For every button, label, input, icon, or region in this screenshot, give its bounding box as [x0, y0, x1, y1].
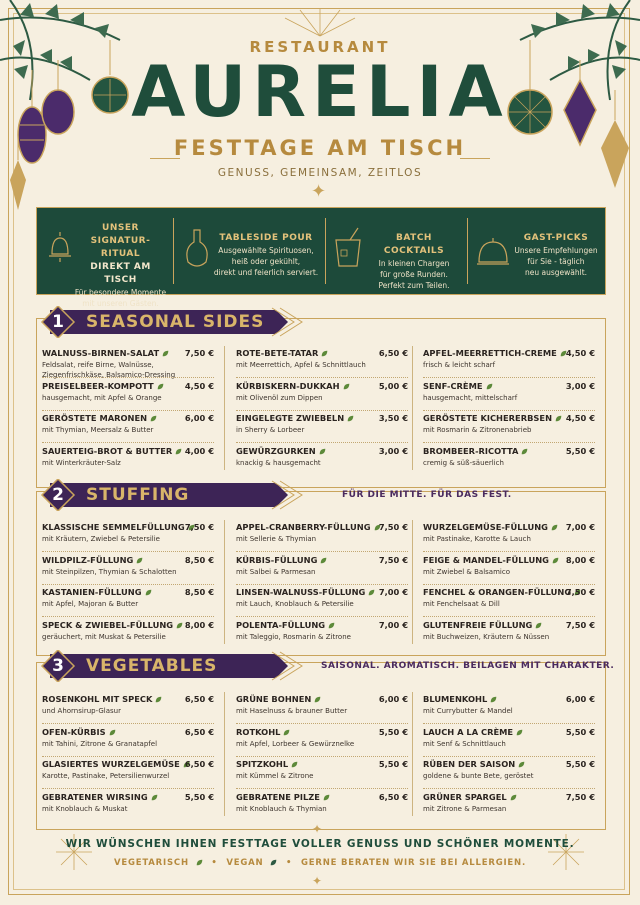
menu-item-row — [236, 620, 408, 632]
menu-item-price: 7,00 € — [565, 522, 595, 532]
menu-item — [236, 620, 408, 650]
leaf-icon — [176, 622, 183, 629]
menu-item-row — [42, 522, 214, 534]
menu-item-row — [236, 555, 408, 567]
menu-item-separator — [236, 410, 408, 411]
column-divider — [224, 520, 225, 644]
menu-item-description: Karotte, Pastinake, Petersilienwurzel — [42, 772, 170, 780]
menu-item — [423, 446, 595, 476]
menu-item-price: 3,00 € — [565, 380, 595, 391]
leaf-icon — [535, 622, 542, 629]
menu-item — [236, 381, 408, 411]
menu-item-name: BLUMENKOHL — [423, 694, 497, 704]
menu-item-name: WILDPILZ-FÜLLUNG — [42, 555, 143, 565]
menu-item-separator — [42, 410, 214, 411]
menu-item-name: LINSEN-WALNUSS-FÜLLUNG — [236, 587, 375, 597]
decanter-icon — [182, 228, 212, 272]
menu-item-row — [42, 727, 214, 739]
menu-item-name: RÜBEN DER SAISON — [423, 759, 525, 769]
menu-item-description: mit Knoblauch & Muskat — [42, 804, 128, 813]
menu-item-price: 7,50 € — [184, 348, 214, 358]
menu-item — [42, 348, 214, 378]
footer-message: WIR WÜNSCHEN IHNEN FESTTAGE VOLLER GENUSS UND SCHÖNER MOMENTE. — [65, 838, 575, 850]
menu-item-row — [423, 792, 595, 804]
menu-item-name: KÜRBISKERN-DUKKAH — [236, 381, 350, 391]
menu-item — [42, 727, 214, 757]
menu-item-separator — [236, 616, 408, 617]
section-title: STUFFING — [86, 485, 190, 505]
menu-item-separator — [42, 756, 214, 757]
menu-item-name: GERÖSTETE KICHERERBSEN — [423, 413, 562, 423]
menu-item-price: 6,00 € — [378, 694, 408, 704]
menu-item-description: mit Buchweizen, Kräutern & Nüssen — [423, 632, 550, 641]
leaf-icon — [145, 589, 152, 596]
menu-item-name: GERÖSTETE MARONEN — [42, 413, 157, 423]
menu-item-description: goldene & bunte Bete, geröstet — [423, 772, 534, 780]
menu-item-description-2: Ziegenfrischkäse, Balsamico-Dressing — [42, 371, 176, 379]
menu-item-name: GRÜNE BOHNEN — [236, 694, 321, 704]
menu-item-separator — [42, 551, 214, 552]
menu-item-description: geräuchert, mit Muskat & Petersilie — [42, 632, 166, 641]
leaf-icon — [157, 383, 164, 390]
menu-item — [236, 348, 408, 378]
menu-item-name: FENCHEL & ORANGEN-FÜLLUNG — [423, 587, 581, 597]
menu-item-row — [236, 381, 408, 393]
menu-item-description: mit Haselnuss & brauner Butter — [236, 707, 348, 715]
leaf-icon — [368, 589, 375, 596]
feature-title-2: DIREKT AM TISCH — [90, 262, 151, 285]
menu-item-row — [42, 348, 214, 360]
menu-item-price: 5,50 € — [184, 791, 214, 802]
menu-item-name: GEBRATENER WIRSING — [42, 792, 158, 802]
menu-item-price: 5,50 € — [378, 726, 408, 737]
leaf-icon — [490, 696, 497, 703]
menu-item-row — [423, 727, 595, 739]
sunburst-icon — [270, 8, 370, 38]
feature-text-3: direkt und feierlich serviert. — [213, 268, 319, 277]
menu-item — [423, 555, 595, 585]
menu-item-row — [236, 694, 408, 706]
menu-item-separator — [42, 616, 214, 617]
menu-item-row — [423, 446, 595, 458]
menu-item-description: mit Meerrettich, Apfel & Schnittlauch — [236, 361, 366, 369]
menu-item-price: 6,50 € — [184, 759, 214, 769]
column-divider — [412, 346, 413, 470]
menu-item-name: GLASIERTES WURZELGEMÜSE — [42, 759, 190, 769]
menu-item — [236, 792, 408, 822]
menu-item-separator — [423, 410, 595, 411]
menu-item-row — [423, 620, 595, 632]
menu-item-description: hausgemacht, mit Apfel & Orange — [42, 393, 162, 402]
leaf-icon — [109, 729, 116, 736]
menu-item-separator — [236, 788, 408, 789]
menu-item-separator — [42, 723, 214, 724]
menu-item-description: mit Olivenöl zum Dippen — [236, 393, 323, 402]
menu-item-description: mit Sellerie & Thymian — [236, 535, 317, 543]
menu-item-name: PREISELBEER-KOMPOTT — [42, 381, 164, 391]
menu-item — [42, 446, 214, 476]
menu-item-name: GRÜNER SPARGEL — [423, 792, 517, 802]
menu-item-description: mit Rosmarin & Zitronenabrieb — [423, 426, 532, 434]
menu-item-name: BROMBEER-RICOTTA — [423, 446, 528, 456]
menu-item — [236, 727, 408, 757]
column-divider — [412, 692, 413, 816]
menu-item-price: 6,50 € — [378, 791, 408, 802]
menu-item-separator — [42, 788, 214, 789]
menu-item-name: GLUTENFREIE FÜLLUNG — [423, 620, 542, 630]
menu-item-price: 7,50 € — [378, 522, 408, 532]
menu-item-row — [423, 587, 595, 599]
legend-vegetarian: VEGETARISCH — [114, 858, 189, 868]
menu-item-price: 6,50 € — [184, 694, 214, 704]
leaf-icon — [162, 350, 169, 357]
menu-item-price: 6,50 € — [378, 348, 408, 358]
menu-item-price: 5,50 € — [565, 726, 595, 737]
footer-bottom-star-icon: ✦ — [312, 874, 323, 888]
menu-item-description: mit Knoblauch & Thymian — [236, 804, 327, 813]
menu-item-description: mit Salbei & Parmesan — [236, 567, 316, 576]
section-number: 3 — [52, 656, 64, 676]
menu-item-row — [236, 792, 408, 804]
menu-item-name: ROTE-BETE-TATAR — [236, 348, 328, 358]
menu-item — [42, 620, 214, 650]
menu-item-price: 8,00 € — [565, 554, 595, 565]
bell-icon — [47, 230, 73, 264]
menu-item-name: APPEL-CRANBERRY-FÜLLUNG — [236, 522, 381, 532]
menu-item-description: mit Taleggio, Rosmarin & Zitrone — [236, 632, 351, 641]
menu-item-price: 7,00 € — [378, 619, 408, 630]
feature-text-2: für große Runden. — [380, 270, 448, 279]
menu-item-name: ROSENKOHL MIT SPECK — [42, 694, 162, 704]
menu-item-description: mit Winterkräuter-Salz — [42, 458, 121, 467]
section-title: VEGETABLES — [86, 656, 218, 676]
menu-item-name: SPITZKOHL — [236, 759, 298, 769]
menu-item-description: knackig & hausgemacht — [236, 458, 321, 467]
leaf-icon — [328, 622, 335, 629]
feature-text: In kleinen Chargen — [378, 259, 450, 268]
menu-item — [236, 759, 408, 789]
menu-item-description: und Ahornsirup-Glasur — [42, 707, 121, 715]
column-divider — [224, 346, 225, 470]
menu-item-price: 3,00 € — [378, 445, 408, 456]
menu-item-price: 8,50 € — [184, 554, 214, 565]
menu-item-description: mit Kümmel & Zitrone — [236, 772, 314, 780]
leaf-icon — [136, 557, 143, 564]
menu-item-name: POLENTA-FÜLLUNG — [236, 620, 335, 630]
menu-item — [423, 620, 595, 650]
menu-item-separator — [42, 584, 214, 585]
menu-item-description: mit Tahini, Zitrone & Granatapfel — [42, 739, 158, 748]
menu-item — [42, 694, 214, 724]
menu-item-name: SAUERTEIG-BROT & BUTTER — [42, 446, 182, 456]
menu-item-row — [42, 620, 214, 632]
menu-item — [42, 522, 214, 552]
feature-text-2: heiß oder gekühlt, — [231, 257, 301, 266]
menu-item — [42, 587, 214, 617]
menu-item-row — [423, 413, 595, 425]
menu-item-description: mit Zitrone & Parmesan — [423, 804, 507, 813]
menu-item-price: 6,00 € — [565, 694, 595, 704]
menu-item-price: 5,00 € — [378, 380, 408, 391]
menu-item — [423, 759, 595, 789]
star-divider-icon: ✦ — [311, 181, 327, 202]
cloche-icon — [476, 234, 510, 270]
section-number: 1 — [52, 312, 64, 332]
feature-text-2: für Sie - täglich — [527, 257, 585, 266]
menu-item-description: mit Lauch, Knoblauch & Petersilie — [236, 600, 354, 608]
menu-item-separator — [236, 756, 408, 757]
leaf-icon — [270, 859, 277, 866]
menu-item-price: 8,50 € — [184, 587, 214, 597]
menu-item-description: mit Zwiebel & Balsamico — [423, 567, 510, 576]
menu-item-name: EINGELEGTE ZWIEBELN — [236, 413, 354, 423]
menu-item — [42, 792, 214, 822]
section-number: 2 — [52, 485, 64, 505]
restaurant-name: AURELIA — [131, 51, 509, 133]
footer-top-star-icon: ✦ — [312, 822, 323, 836]
menu-item-price: 5,50 € — [565, 445, 595, 456]
menu-item-price: 4,50 € — [565, 413, 595, 423]
features-band — [36, 207, 606, 308]
menu-item-price: 6,00 € — [184, 413, 214, 423]
menu-item-row — [236, 446, 408, 458]
menu-item-price: 8,00 € — [184, 619, 214, 630]
menu-item-separator — [42, 442, 214, 443]
restaurant-eyebrow: RESTAURANT — [249, 38, 391, 56]
menu-item-row — [423, 522, 595, 534]
menu-item-price: 4,50 € — [565, 348, 595, 358]
leaf-icon — [510, 794, 517, 801]
menu-item-row — [423, 694, 595, 706]
menu-item — [423, 381, 595, 411]
column-divider — [412, 520, 413, 644]
menu-tagline: GENUSS, GEMEINSAM, ZEITLOS — [217, 167, 423, 179]
menu-item-price: 7,00 € — [378, 587, 408, 597]
leaf-icon — [175, 448, 182, 455]
leaf-icon — [552, 557, 559, 564]
cocktail-glass-icon — [332, 226, 364, 274]
menu-item-separator — [236, 551, 408, 552]
menu-item-name: APFEL-MEERRETTICH-CREME — [423, 348, 567, 358]
menu-item-price: 3,50 € — [378, 413, 408, 423]
menu-item-row — [42, 792, 214, 804]
menu-item — [42, 413, 214, 443]
leaf-icon — [320, 557, 327, 564]
menu-item-price: 7,50 € — [565, 619, 595, 630]
menu-item-row — [423, 381, 595, 393]
leaf-icon — [551, 524, 558, 531]
menu-item-description: mit Currybutter & Mandel — [423, 707, 513, 715]
feature-tableside-pour — [174, 208, 324, 294]
menu-item-row — [236, 348, 408, 360]
feature-batch-cocktails — [326, 208, 466, 294]
menu-item — [42, 555, 214, 585]
leaf-icon — [555, 415, 562, 422]
menu-item — [236, 446, 408, 476]
menu-item-name: GEBRATENE PILZE — [236, 792, 330, 802]
menu-item-price: 5,50 € — [565, 759, 595, 769]
menu-item-name: KÜRBIS-FÜLLUNG — [236, 555, 327, 565]
section-title: SEASONAL SIDES — [86, 312, 265, 332]
column-divider — [224, 692, 225, 816]
leaf-icon — [321, 350, 328, 357]
menu-item — [236, 694, 408, 724]
menu-item-separator — [423, 788, 595, 789]
feature-text-2: mit unseren Gästen. — [82, 299, 159, 308]
menu-item — [423, 522, 595, 552]
leaf-icon — [291, 761, 298, 768]
menu-item — [236, 587, 408, 617]
menu-item-description: mit Fenchelsaat & Dill — [423, 600, 500, 608]
menu-item-price: 7,50 € — [565, 791, 595, 802]
menu-item-name: ROTKOHL — [236, 727, 290, 737]
menu-item — [423, 694, 595, 724]
menu-item-row — [423, 348, 595, 360]
menu-item-description: cremig & süß-säuerlich — [423, 458, 504, 467]
menu-item-row — [42, 413, 214, 425]
menu-subtitle: FESTTAGE AM TISCH — [173, 136, 467, 160]
menu-item-row — [42, 555, 214, 567]
leaf-icon — [347, 415, 354, 422]
menu-item — [423, 413, 595, 443]
menu-item-row — [423, 555, 595, 567]
leaf-icon — [151, 794, 158, 801]
menu-item — [423, 727, 595, 757]
menu-item-separator — [423, 442, 595, 443]
menu-item-price: 7,50 € — [565, 587, 595, 597]
menu-item-separator — [236, 584, 408, 585]
leaf-icon — [323, 794, 330, 801]
menu-item — [236, 522, 408, 552]
menu-item-separator — [423, 616, 595, 617]
menu-item-price: 4,00 € — [184, 445, 214, 456]
legend-vegan: VEGAN — [226, 858, 264, 868]
menu-item-description: frisch & leicht scharf — [423, 361, 496, 369]
section-tagline: FÜR DIE MITTE. FÜR DAS FEST. — [342, 490, 512, 500]
menu-item-description: mit Apfel, Lorbeer & Gewürznelke — [236, 739, 355, 748]
legend-dot: • — [211, 858, 218, 868]
leaf-icon — [518, 761, 525, 768]
menu-item-name: KASTANIEN-FÜLLUNG — [42, 587, 152, 597]
menu-item — [42, 759, 214, 789]
legend-dot: • — [286, 858, 293, 868]
menu-item-name: KLASSISCHE SEMMELFÜLLUNG — [42, 522, 195, 532]
menu-item-price: 7,50 € — [378, 554, 408, 565]
menu-item-description: mit Senf & Schnittlauch — [423, 739, 506, 748]
menu-item-separator — [423, 723, 595, 724]
menu-item-row — [42, 587, 214, 599]
menu-item-name: WALNUSS-BIRNEN-SALAT — [42, 348, 169, 358]
menu-item-separator — [423, 377, 595, 378]
menu-item-name: LAUCH A LA CRÈME — [423, 727, 523, 737]
leaf-icon — [150, 415, 157, 422]
feature-title: GAST-PICKS — [523, 233, 589, 243]
menu-item-name: GEWÜRZGURKEN — [236, 446, 326, 456]
menu-item-separator — [423, 551, 595, 552]
legend-allergy: GERNE BERATEN WIR SIE BEI ALLERGIEN. — [301, 858, 526, 868]
menu-item-row — [423, 759, 595, 771]
menu-item-row — [42, 759, 214, 771]
menu-item-description: Feldsalat, reife Birne, Walnüsse, — [42, 361, 154, 369]
feature-title: UNSER SIGNATUR-RITUAL — [90, 223, 151, 259]
feature-text-3: neu ausgewählt. — [524, 268, 588, 277]
menu-item-description: mit Kräutern, Zwiebel & Petersilie — [42, 535, 160, 543]
menu-item — [236, 413, 408, 443]
leaf-icon — [521, 448, 528, 455]
dietary-legend — [0, 858, 640, 868]
leaf-icon — [486, 383, 493, 390]
leaf-icon — [283, 729, 290, 736]
menu-item-description: mit Steinpilzen, Thymian & Schalotten — [42, 567, 177, 576]
menu-item-name: WURZELGEMÜSE-FÜLLUNG — [423, 522, 558, 532]
menu-item-name: OFEN-KÜRBIS — [42, 727, 116, 737]
menu-item-row — [236, 587, 408, 599]
menu-item-price: 7,50 € — [184, 522, 214, 532]
menu-item-description: in Sherry & Lorbeer — [236, 426, 305, 434]
leaf-icon — [314, 696, 321, 703]
menu-item — [423, 792, 595, 822]
menu-item — [423, 348, 595, 378]
menu-item-name: SPECK & ZWIEBEL-FÜLLUNG — [42, 620, 183, 630]
leaf-icon — [343, 383, 350, 390]
menu-item-separator — [236, 723, 408, 724]
leaf-icon — [196, 859, 203, 866]
section-tagline: SAISONAL. AROMATISCH. BEILAGEN MIT CHARAKTER. — [321, 661, 615, 671]
feature-text-3: Perfekt zum Teilen. — [378, 281, 450, 290]
menu-item-separator — [423, 756, 595, 757]
menu-item-row — [42, 694, 214, 706]
menu-item-separator — [236, 377, 408, 378]
menu-item-row — [42, 446, 214, 458]
leaf-icon — [155, 696, 162, 703]
leaf-icon — [516, 729, 523, 736]
menu-item — [423, 587, 595, 617]
feature-title: BATCH COCKTAILS — [383, 233, 445, 256]
menu-item-description: mit Apfel, Majoran & Butter — [42, 600, 139, 608]
menu-item-name: FEIGE & MANDEL-FÜLLUNG — [423, 555, 559, 565]
menu-item-description: hausgemacht, mittelscharf — [423, 393, 518, 402]
menu-item — [236, 555, 408, 585]
feature-signature-ritual — [37, 208, 172, 308]
menu-item-price: 6,50 € — [184, 726, 214, 737]
menu-item-row — [42, 381, 214, 393]
menu-item-row — [236, 522, 408, 534]
menu-item-separator — [423, 584, 595, 585]
menu-item-separator — [42, 377, 214, 378]
menu-item-row — [236, 727, 408, 739]
menu-item-name: SENF-CRÈME — [423, 381, 493, 391]
menu-item-description: mit Pastinake, Karotte & Lauch — [423, 535, 531, 543]
menu-item-separator — [236, 442, 408, 443]
menu-item-price: 5,50 € — [378, 759, 408, 769]
feature-gast-picks — [468, 208, 606, 294]
feature-text: Für besondere Momente — [74, 288, 167, 297]
feature-title: TABLESIDE POUR — [219, 233, 313, 243]
menu-item — [42, 381, 214, 411]
menu-item-price: 4,50 € — [184, 380, 214, 391]
menu-item-description: mit Thymian, Meersalz & Butter — [42, 426, 154, 434]
feature-text: Unsere Empfehlungen — [514, 246, 598, 255]
menu-item-row — [236, 759, 408, 771]
leaf-icon — [319, 448, 326, 455]
feature-text: Ausgewählte Spirituosen, — [218, 246, 314, 255]
menu-item-row — [236, 413, 408, 425]
